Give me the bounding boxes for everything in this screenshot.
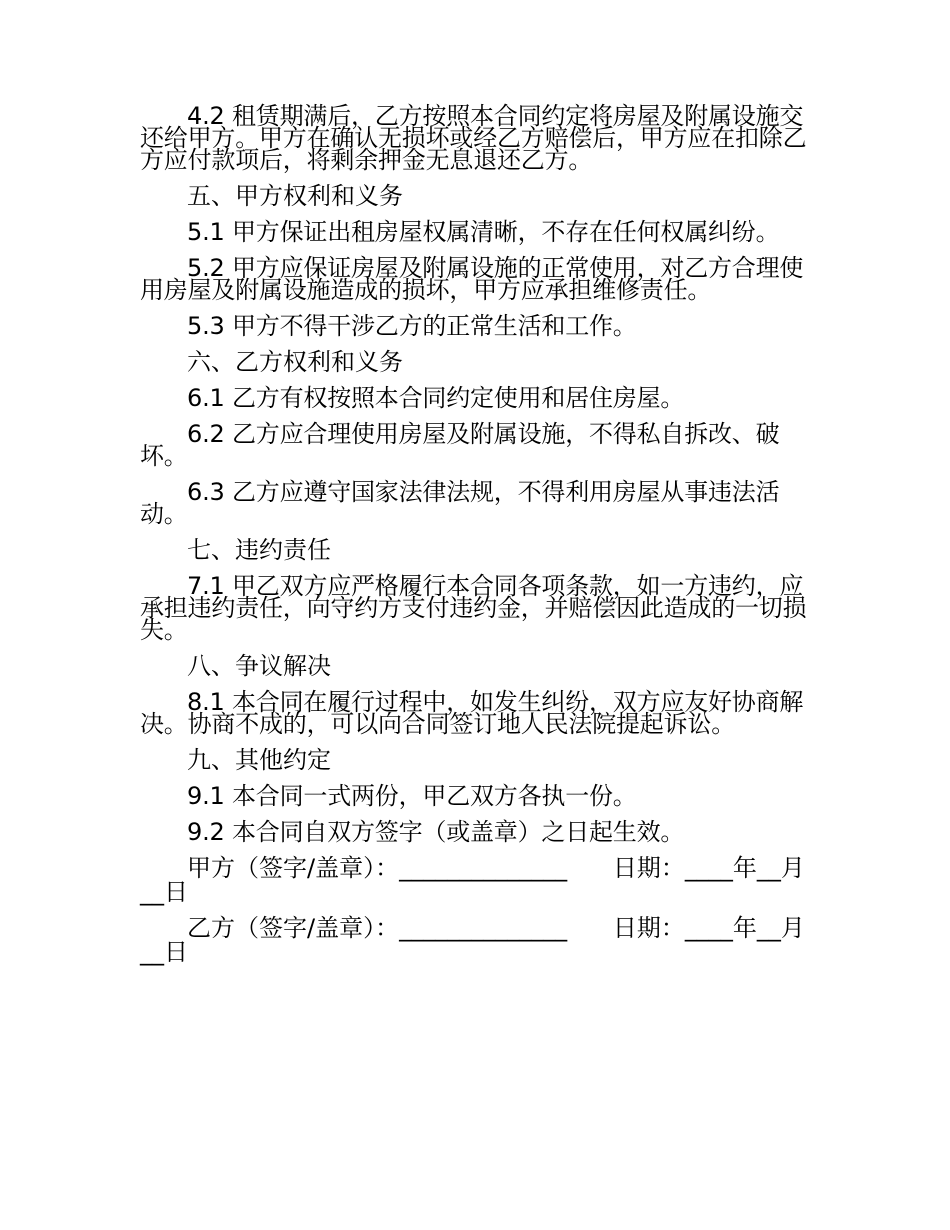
clause-4-2: 4.2 租赁期满后，乙方按照本合同约定将房屋及附属设施交还给甲方。甲方在确认无损坏或经乙方赔偿后，甲方应在扣除乙方应付款项后，将剩余押金无息退还乙方。 <box>140 102 807 174</box>
contract-page <box>140 100 812 972</box>
clause-9-2: 9.2 本合同自双方签字（或盖章）之日起生效。 <box>187 818 685 846</box>
clause-6-2: 6.2 乙方应合理使用房屋及附属设施，不得私自拆改、破坏。 <box>140 420 780 470</box>
clause-6-1: 6.1 乙方有权按照本合同约定使用和居住房屋。 <box>187 384 685 412</box>
section-heading-8: 八、争议解决 <box>187 652 331 680</box>
section-heading-6: 六、乙方权利和义务 <box>187 348 403 376</box>
section-heading-7: 七、违约责任 <box>187 536 331 564</box>
clause-5-2: 5.2 甲方应保证房屋及附属设施的正常使用，对乙方合理使用房屋及附属设施造成的损坏，甲方应承担维修责任。 <box>140 254 804 304</box>
clause-5-1: 5.1 甲方保证出租房屋权属清晰，不存在任何权属纠纷。 <box>187 218 780 246</box>
section-heading-9: 九、其他约定 <box>187 746 331 774</box>
section-heading-5: 五、甲方权利和义务 <box>187 182 403 210</box>
clause-8-1: 8.1 本合同在履行过程中，如发生纠纷，双方应友好协商解决。协商不成的，可以向合同签订地人民法院提起诉讼。 <box>140 688 804 738</box>
clause-5-3: 5.3 甲方不得干涉乙方的正常生活和工作。 <box>187 312 637 340</box>
party-a-signature-line: 甲方（签字/盖章）：______________ 日期：____年__月__日 <box>140 854 805 906</box>
clause-7-1: 7.1 甲乙双方应严格履行本合同各项条款，如一方违约，应承担违约责任，向守约方支付违约金，并赔偿因此造成的一切损失。 <box>140 572 807 644</box>
clause-9-1: 9.1 本合同一式两份，甲乙双方各执一份。 <box>187 782 637 810</box>
clause-6-3: 6.3 乙方应遵守国家法律法规，不得利用房屋从事违法活动。 <box>140 478 780 528</box>
party-b-signature-line: 乙方（签字/盖章）：______________ 日期：____年__月__日 <box>140 914 805 966</box>
